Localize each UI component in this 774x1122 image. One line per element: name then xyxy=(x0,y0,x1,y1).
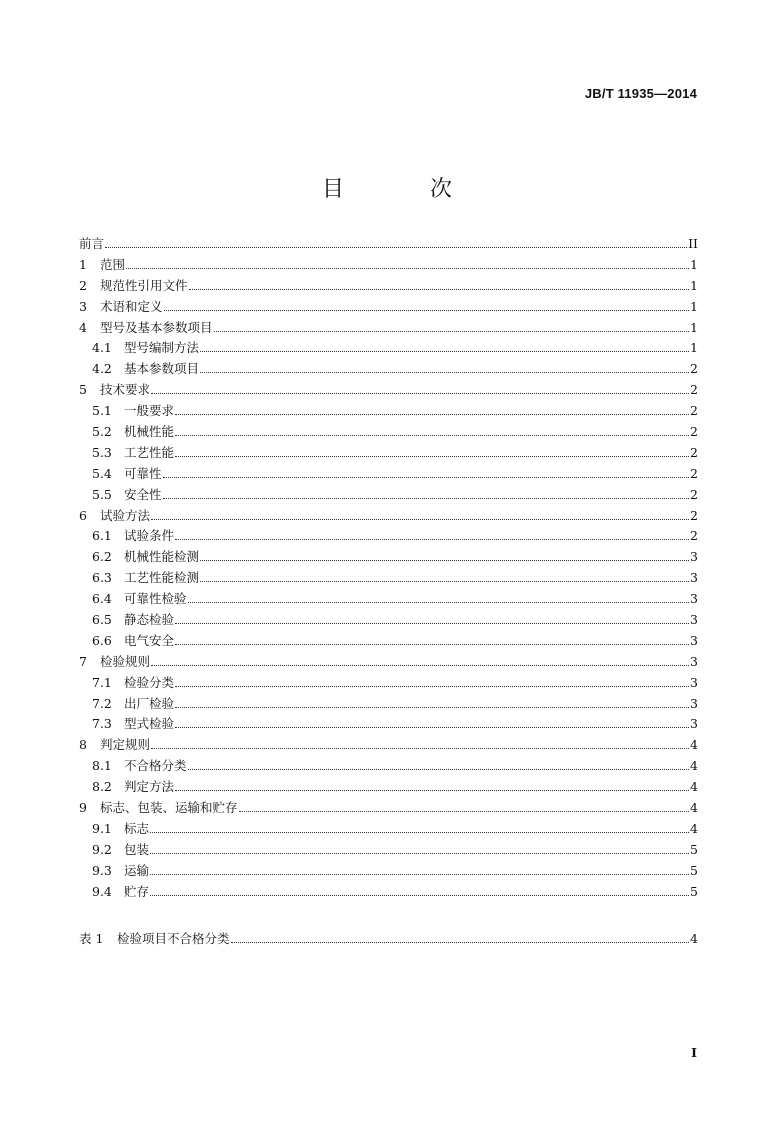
entry-number: 2 xyxy=(79,277,87,293)
entry-page-number: 3 xyxy=(690,716,698,732)
dot-leader xyxy=(105,247,687,248)
entry-page-number: 2 xyxy=(690,528,698,544)
entry-page-number: 1 xyxy=(690,319,698,335)
toc-entry[interactable] xyxy=(79,756,698,777)
dot-leader xyxy=(126,268,689,269)
entry-label: 标志 xyxy=(124,820,150,836)
entry-page-number: II xyxy=(688,236,698,251)
dot-leader xyxy=(151,393,689,394)
entry-page-number: 1 xyxy=(690,340,698,356)
entry-number: 5.5 xyxy=(92,486,112,502)
dot-leader xyxy=(175,435,689,436)
entry-number: 6.4 xyxy=(92,591,112,607)
entry-label: 前言 xyxy=(79,236,105,251)
dot-leader xyxy=(175,623,689,624)
entry-label: 出厂检验 xyxy=(124,695,175,711)
entry-page-number: 2 xyxy=(690,424,698,440)
entry-number: 6.1 xyxy=(92,528,112,544)
dot-leader xyxy=(175,727,689,728)
entry-number: 7.2 xyxy=(92,695,112,711)
dot-leader xyxy=(150,853,689,854)
entry-page-number: 4 xyxy=(690,820,698,836)
entry-number: 9.2 xyxy=(92,841,112,857)
toc-entry[interactable] xyxy=(79,318,698,339)
entry-page-number: 2 xyxy=(690,382,698,398)
dot-leader xyxy=(175,707,689,708)
entry-label: 范围 xyxy=(100,256,126,272)
dot-leader xyxy=(214,331,690,332)
entry-label: 试验方法 xyxy=(100,507,151,523)
entry-label: 检验分类 xyxy=(124,674,175,690)
toc-entry[interactable] xyxy=(79,547,698,568)
entry-number: 7 xyxy=(79,653,87,669)
entry-page-number: 2 xyxy=(690,465,698,481)
entry-page-number: 3 xyxy=(690,632,698,648)
entry-number: 6.2 xyxy=(92,549,112,565)
toc-entry[interactable] xyxy=(79,714,698,735)
entry-page-number: 4 xyxy=(690,758,698,774)
dot-leader xyxy=(175,644,689,645)
entry-page-number: 1 xyxy=(690,277,698,293)
dot-leader xyxy=(163,498,690,499)
entry-label: 贮存 xyxy=(124,883,150,899)
table-of-contents xyxy=(79,234,698,903)
dot-leader xyxy=(200,351,689,352)
dot-leader xyxy=(150,832,689,833)
entry-number: 4 xyxy=(79,319,87,335)
entry-label: 检验项目不合格分类 xyxy=(117,931,230,946)
toc-entry[interactable] xyxy=(79,798,698,819)
toc-entry[interactable] xyxy=(79,359,698,380)
toc-entry[interactable] xyxy=(79,631,698,652)
entry-label: 型号及基本参数项目 xyxy=(100,319,213,335)
entry-number: 7.1 xyxy=(92,674,112,690)
entry-number: 4.1 xyxy=(92,340,112,356)
list-of-tables xyxy=(79,929,698,950)
toc-entry[interactable] xyxy=(79,234,698,255)
entry-number: 5.1 xyxy=(92,403,112,419)
entry-number: 6.3 xyxy=(92,570,112,586)
entry-label: 不合格分类 xyxy=(124,758,187,774)
entry-page-number: 3 xyxy=(690,612,698,628)
entry-page-number: 3 xyxy=(690,653,698,669)
entry-page-number: 5 xyxy=(690,862,698,878)
toc-entry[interactable] xyxy=(79,882,698,903)
entry-label: 机械性能检测 xyxy=(124,549,200,565)
table-entry[interactable] xyxy=(79,929,698,950)
toc-entry[interactable] xyxy=(79,380,698,401)
entry-number: 7.3 xyxy=(92,716,112,732)
dot-leader xyxy=(175,686,689,687)
entry-page-number: 1 xyxy=(690,298,698,314)
entry-page-number: 1 xyxy=(690,256,698,272)
entry-page-number: 2 xyxy=(690,444,698,460)
entry-label: 型式检验 xyxy=(124,716,175,732)
toc-entry[interactable] xyxy=(79,652,698,673)
entry-label: 基本参数项目 xyxy=(124,361,200,377)
toc-entry[interactable] xyxy=(79,861,698,882)
toc-entry[interactable] xyxy=(79,819,698,840)
entry-label: 包装 xyxy=(124,841,150,857)
entry-label: 工艺性能检测 xyxy=(124,570,200,586)
dot-leader xyxy=(200,560,689,561)
entry-number: 6 xyxy=(79,507,87,523)
entry-page-number: 3 xyxy=(690,674,698,690)
entry-page-number: 3 xyxy=(690,549,698,565)
entry-page-number: 3 xyxy=(690,591,698,607)
toc-entry[interactable] xyxy=(79,777,698,798)
entry-number: 表 1 xyxy=(79,931,104,946)
entry-number: 9.4 xyxy=(92,883,112,899)
toc-entry[interactable] xyxy=(79,443,698,464)
entry-number: 8.1 xyxy=(92,758,112,774)
entry-label: 可靠性 xyxy=(124,465,162,481)
entry-label: 判定规则 xyxy=(100,737,151,753)
toc-entry[interactable] xyxy=(79,422,698,443)
entry-page-number: 5 xyxy=(690,883,698,899)
toc-entry[interactable] xyxy=(79,506,698,527)
entry-number: 8.2 xyxy=(92,779,112,795)
dot-leader xyxy=(188,602,690,603)
dot-leader xyxy=(175,790,689,791)
dot-leader xyxy=(175,414,689,415)
entry-label: 电气安全 xyxy=(124,632,175,648)
dot-leader xyxy=(239,811,690,812)
dot-leader xyxy=(151,748,689,749)
entry-page-number: 3 xyxy=(690,570,698,586)
toc-entry[interactable] xyxy=(79,401,698,422)
toc-entry[interactable] xyxy=(79,610,698,631)
dot-leader xyxy=(200,372,689,373)
entry-label: 静态检验 xyxy=(124,612,175,628)
entry-label: 术语和定义 xyxy=(100,298,163,314)
entry-label: 运输 xyxy=(124,862,150,878)
entry-number: 5 xyxy=(79,382,87,398)
toc-entry[interactable] xyxy=(79,673,698,694)
dot-leader xyxy=(163,477,690,478)
entry-label: 型号编制方法 xyxy=(124,340,200,356)
entry-number: 9.3 xyxy=(92,862,112,878)
entry-label: 标志、包装、运输和贮存 xyxy=(100,800,238,816)
entry-number: 8 xyxy=(79,737,87,753)
entry-number: 6.5 xyxy=(92,612,112,628)
entry-label: 检验规则 xyxy=(100,653,151,669)
entry-number: 6.6 xyxy=(92,632,112,648)
entry-number: 3 xyxy=(79,298,87,314)
entry-number: 9.1 xyxy=(92,820,112,836)
entry-label: 机械性能 xyxy=(124,424,175,440)
dot-leader xyxy=(175,539,689,540)
entry-page-number: 4 xyxy=(690,800,698,816)
toc-entry[interactable] xyxy=(79,568,698,589)
entry-page-number: 2 xyxy=(690,486,698,502)
toc-entry[interactable] xyxy=(79,694,698,715)
entry-label: 可靠性检验 xyxy=(124,591,187,607)
dot-leader xyxy=(189,289,690,290)
entry-page-number: 2 xyxy=(690,403,698,419)
entry-number: 9 xyxy=(79,800,87,816)
entry-label: 试验条件 xyxy=(124,528,175,544)
entry-label: 技术要求 xyxy=(100,382,151,398)
entry-page-number: 4 xyxy=(690,779,698,795)
entry-label: 规范性引用文件 xyxy=(100,277,188,293)
toc-entry[interactable] xyxy=(79,276,698,297)
toc-entry[interactable] xyxy=(79,255,698,276)
dot-leader xyxy=(151,665,689,666)
entry-label: 判定方法 xyxy=(124,779,175,795)
entry-number: 5.3 xyxy=(92,444,112,460)
dot-leader xyxy=(200,581,689,582)
entry-page-number: 4 xyxy=(690,931,698,946)
page-number: I xyxy=(691,1045,697,1060)
toc-entry[interactable] xyxy=(79,485,698,506)
entry-number: 5.2 xyxy=(92,424,112,440)
toc-entry[interactable] xyxy=(79,297,698,318)
dot-leader xyxy=(150,874,689,875)
toc-entry[interactable] xyxy=(79,589,698,610)
entry-label: 安全性 xyxy=(124,486,162,502)
entry-page-number: 3 xyxy=(690,695,698,711)
dot-leader xyxy=(151,519,689,520)
entry-number: 4.2 xyxy=(92,361,112,377)
entry-page-number: 2 xyxy=(690,361,698,377)
toc-entry[interactable] xyxy=(79,735,698,756)
toc-entry[interactable] xyxy=(79,526,698,547)
dot-leader xyxy=(231,942,690,943)
page-title: 目 次 xyxy=(321,177,484,202)
dot-leader xyxy=(164,310,690,311)
toc-entry[interactable] xyxy=(79,338,698,359)
dot-leader xyxy=(150,895,689,896)
dot-leader xyxy=(175,456,689,457)
dot-leader xyxy=(188,769,690,770)
entry-number: 5.4 xyxy=(92,465,112,481)
entry-label: 一般要求 xyxy=(124,403,175,419)
entry-label: 工艺性能 xyxy=(124,444,175,460)
entry-page-number: 2 xyxy=(690,507,698,523)
entry-number: 1 xyxy=(79,256,87,272)
standard-code: JB/T 11935—2014 xyxy=(584,86,697,101)
entry-page-number: 4 xyxy=(690,737,698,753)
toc-entry[interactable] xyxy=(79,464,698,485)
toc-entry[interactable] xyxy=(79,840,698,861)
entry-page-number: 5 xyxy=(690,841,698,857)
